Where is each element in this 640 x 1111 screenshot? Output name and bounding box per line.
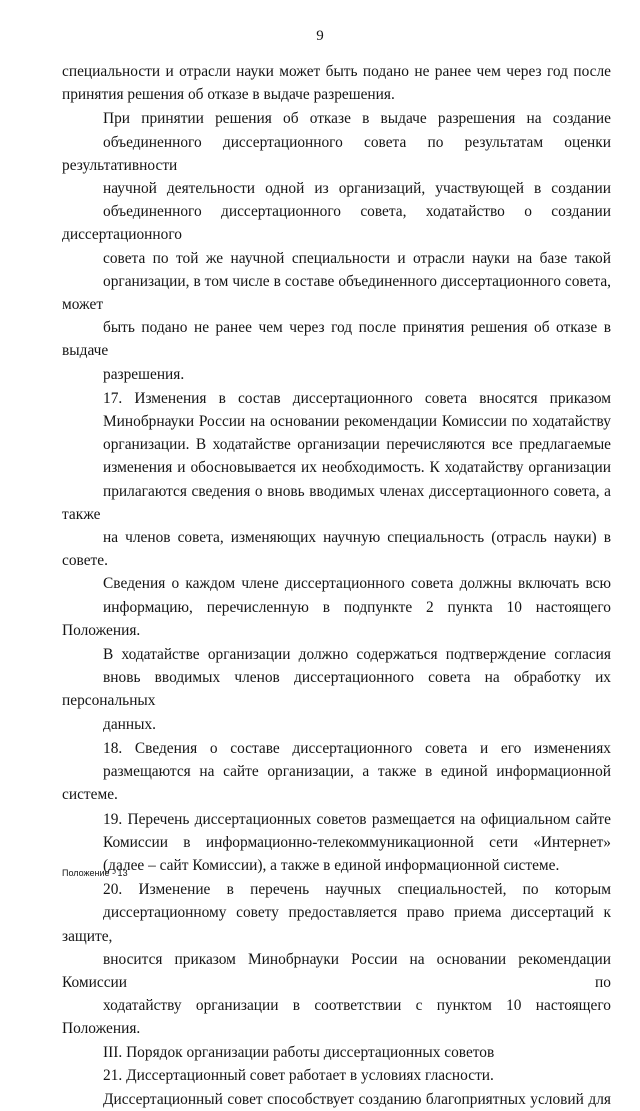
paragraph-19 [62, 808, 611, 878]
text-line: принятия решения об отказе в выдаче разрешения. [62, 86, 395, 104]
text-line: 19. Перечень диссертационных советов размещается на официальном сайте [103, 810, 611, 828]
text-line: ходатайству организации в соответствии с пунктом 10 настоящего Положения. [62, 997, 611, 1038]
text-line: 17. Изменения в состав диссертационного совета вносятся приказом [103, 389, 611, 407]
text-line: объединенного диссертационного совета, ходатайство о создании диссертационного [62, 203, 611, 244]
text-line: объединенного диссертационного совета по результатам оценки результативности [62, 133, 611, 174]
text-line: прилагаются сведения о вновь вводимых членах диссертационного совета, а также [62, 482, 611, 523]
text-line: 20. Изменение в перечень научных специальностей, по которым [103, 881, 611, 899]
text-line: данных. [103, 715, 157, 733]
text-line: Минобрнауки России на основании рекомендации Комиссии по ходатайству [103, 413, 611, 431]
section-heading: III. Порядок организации работы диссертационных советов [103, 1043, 495, 1061]
text-line: разрешения. [103, 365, 185, 383]
paragraph-council-conditions [62, 1088, 611, 1111]
paragraph-18 [62, 737, 611, 807]
document-body [62, 60, 611, 1111]
paragraph-17 [62, 387, 611, 642]
text-line: быть подано не ранее чем через год после принятия решения об отказе в выдаче [62, 319, 611, 360]
paragraph-21 [62, 1064, 611, 1087]
paragraph-20 [62, 878, 611, 1040]
text-line: специальности и отрасли науки может быть подано не ранее чем через год после [62, 63, 611, 80]
text-line: Диссертационный совет способствует созданию благоприятных условий для [103, 1090, 611, 1108]
text-line: научной деятельности одной из организаций, участвующей в создании [103, 180, 611, 198]
text-line: организации, в том числе в составе объединенного диссертационного совета, может [62, 272, 611, 314]
text-line: информацию, перечисленную в подпункте 2 пункта 10 настоящего Положения. [62, 598, 611, 639]
text-line: При принятии решения об отказе в выдаче разрешения на создание [103, 110, 611, 128]
text-line: организации. В ходатайстве организации перечисляются все предлагаемые [103, 436, 611, 454]
text-line: вновь вводимых членов диссертационного совета на обработку их персональных [62, 669, 611, 710]
paragraph-refusal-rule [62, 107, 611, 385]
text-line: вносится приказом Минобрнауки России на основании рекомендации Комиссии по [62, 950, 611, 991]
text-line: Комиссии в информационно-телекоммуникационной сети «Интернет» [103, 833, 611, 851]
text-line: диссертационному совету предоставляется право приема диссертаций к защите, [62, 904, 611, 945]
text-line: Сведения о каждом члене диссертационного совета должны включать всю [103, 575, 611, 593]
footer-label: Положение - 13 [62, 868, 128, 878]
paragraph-continuation [62, 60, 611, 106]
page-number: 9 [316, 28, 324, 44]
text-line: В ходатайстве организации должно содержаться подтверждение согласия [103, 646, 611, 664]
text-line: на членов совета, изменяющих научную специальность (отрасль науки) в совете. [62, 529, 611, 570]
paragraph-consent [62, 643, 611, 736]
text-line: 18. Сведения о составе диссертационного совета и его изменениях [103, 739, 611, 757]
text-line: размещаются на сайте организации, а также в единой информационной системе. [62, 763, 611, 804]
text-line: (далее – сайт Комиссии), а также в единой информационной системе. [103, 856, 560, 874]
text-line: изменения и обосновывается их необходимость. К ходатайству организации [103, 459, 611, 477]
text-line: совета по той же научной специальности и отрасли науки на базе такой [103, 249, 611, 267]
text-line: 21. Диссертационный совет работает в условиях гласности. [103, 1066, 494, 1084]
